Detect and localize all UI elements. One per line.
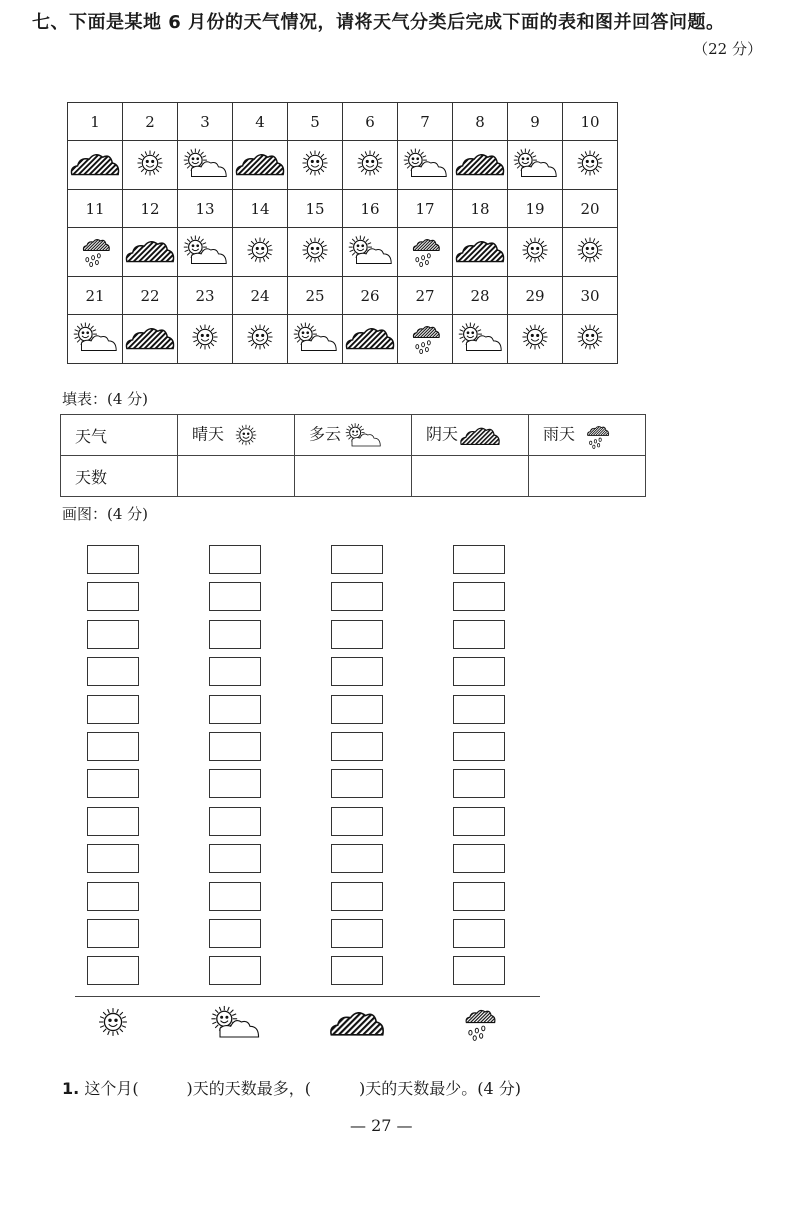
chart-cell-overcast[interactable] bbox=[331, 769, 383, 798]
rainy-icon bbox=[68, 232, 122, 268]
chart-cell-cloudy[interactable] bbox=[209, 807, 261, 836]
day-number: 12 bbox=[123, 190, 178, 228]
overcast-icon bbox=[453, 232, 507, 268]
chart-cell-overcast[interactable] bbox=[331, 956, 383, 985]
sunny-icon bbox=[233, 232, 287, 268]
chart-cell-overcast[interactable] bbox=[331, 732, 383, 761]
sunny-icon bbox=[233, 319, 287, 355]
overcast-icon bbox=[123, 232, 177, 268]
day-weather bbox=[508, 315, 563, 364]
type-label: 多云 bbox=[309, 424, 342, 444]
day-number: 6 bbox=[343, 103, 398, 141]
day-weather bbox=[508, 228, 563, 277]
day-number: 8 bbox=[453, 103, 508, 141]
chart-cell-rainy[interactable] bbox=[453, 620, 505, 649]
chart-cell-rainy[interactable] bbox=[453, 956, 505, 985]
weather-calendar bbox=[67, 102, 618, 364]
weather-icon-row bbox=[68, 228, 618, 277]
page-number: — 27 — bbox=[350, 1116, 413, 1135]
overcast-icon bbox=[453, 145, 507, 181]
day-number: 23 bbox=[178, 277, 233, 315]
chart-cell-cloudy[interactable] bbox=[209, 919, 261, 948]
chart-cell-cloudy[interactable] bbox=[209, 844, 261, 873]
chart-cell-rainy[interactable] bbox=[453, 807, 505, 836]
day-number: 27 bbox=[398, 277, 453, 315]
overcast-icon bbox=[68, 145, 122, 181]
chart-cell-overcast[interactable] bbox=[331, 620, 383, 649]
day-weather bbox=[508, 141, 563, 190]
type-sunny bbox=[178, 415, 295, 456]
day-number-row bbox=[68, 190, 618, 228]
weather-header: 天气 bbox=[61, 415, 178, 456]
draw-label: 画图：(4 分) bbox=[62, 505, 149, 523]
cloudy-icon bbox=[508, 145, 562, 181]
chart-cell-cloudy[interactable] bbox=[209, 732, 261, 761]
axis-label-overcast bbox=[327, 1002, 387, 1046]
day-number-row bbox=[68, 277, 618, 315]
day-weather bbox=[123, 315, 178, 364]
day-number: 26 bbox=[343, 277, 398, 315]
chart-cell-sunny[interactable] bbox=[87, 732, 139, 761]
day-weather bbox=[68, 141, 123, 190]
question-title: 七、下面是某地 6 月份的天气情况，请将天气分类后完成下面的表和图并回答问题。 bbox=[32, 12, 725, 33]
day-number-row bbox=[68, 103, 618, 141]
sunny-icon bbox=[83, 1002, 143, 1042]
day-weather bbox=[288, 141, 343, 190]
chart-cell-rainy[interactable] bbox=[453, 844, 505, 873]
axis-label-sunny bbox=[83, 1002, 143, 1046]
chart-cell-overcast[interactable] bbox=[331, 657, 383, 686]
day-number: 22 bbox=[123, 277, 178, 315]
type-overcast bbox=[412, 415, 529, 456]
sunny-icon bbox=[563, 232, 617, 268]
day-number: 14 bbox=[233, 190, 288, 228]
chart-cell-rainy[interactable] bbox=[453, 582, 505, 611]
day-weather bbox=[178, 228, 233, 277]
day-number: 21 bbox=[68, 277, 123, 315]
day-number: 18 bbox=[453, 190, 508, 228]
day-weather bbox=[453, 141, 508, 190]
cloudy-icon bbox=[343, 232, 397, 268]
overcast-icon bbox=[123, 319, 177, 355]
cloudy-icon bbox=[178, 145, 232, 181]
sunny-icon bbox=[288, 232, 342, 268]
chart-cell-cloudy[interactable] bbox=[209, 695, 261, 724]
day-number: 4 bbox=[233, 103, 288, 141]
day-weather bbox=[233, 315, 288, 364]
days-input-sunny[interactable] bbox=[178, 456, 295, 497]
sunny-icon bbox=[224, 420, 268, 450]
rainy-icon bbox=[398, 232, 452, 268]
chart-cell-rainy[interactable] bbox=[453, 657, 505, 686]
day-weather bbox=[68, 315, 123, 364]
day-weather bbox=[233, 141, 288, 190]
chart-cell-rainy[interactable] bbox=[453, 769, 505, 798]
day-weather bbox=[398, 141, 453, 190]
sunny-icon bbox=[563, 145, 617, 181]
chart-cell-cloudy[interactable] bbox=[209, 545, 261, 574]
day-weather bbox=[288, 315, 343, 364]
day-number: 7 bbox=[398, 103, 453, 141]
chart-cell-cloudy[interactable] bbox=[209, 769, 261, 798]
days-header: 天数 bbox=[61, 456, 178, 497]
chart-cell-overcast[interactable] bbox=[331, 919, 383, 948]
day-weather bbox=[563, 141, 618, 190]
day-number: 28 bbox=[453, 277, 508, 315]
day-number: 19 bbox=[508, 190, 563, 228]
overcast-icon bbox=[327, 1002, 387, 1042]
chart-cell-sunny[interactable] bbox=[87, 844, 139, 873]
weather-icon-row bbox=[68, 315, 618, 364]
overcast-icon bbox=[458, 420, 502, 450]
rainy-icon bbox=[398, 319, 452, 355]
day-number: 30 bbox=[563, 277, 618, 315]
day-number: 1 bbox=[68, 103, 123, 141]
day-number: 24 bbox=[233, 277, 288, 315]
chart-cell-rainy[interactable] bbox=[453, 545, 505, 574]
overcast-icon bbox=[343, 319, 397, 355]
day-number: 20 bbox=[563, 190, 618, 228]
chart-cell-rainy[interactable] bbox=[453, 695, 505, 724]
rainy-icon bbox=[449, 1002, 509, 1042]
day-number: 10 bbox=[563, 103, 618, 141]
chart-cell-rainy[interactable] bbox=[453, 919, 505, 948]
chart-cell-sunny[interactable] bbox=[87, 919, 139, 948]
day-weather bbox=[563, 228, 618, 277]
question-number: 1. bbox=[62, 1079, 80, 1098]
cloudy-icon bbox=[205, 1002, 265, 1042]
weather-icon-row bbox=[68, 141, 618, 190]
chart-cell-sunny[interactable] bbox=[87, 807, 139, 836]
cloudy-icon bbox=[178, 232, 232, 268]
sunny-icon bbox=[123, 145, 177, 181]
chart-cell-cloudy[interactable] bbox=[209, 620, 261, 649]
type-rainy bbox=[529, 415, 646, 456]
cloudy-icon bbox=[288, 319, 342, 355]
axis-label-cloudy bbox=[205, 1002, 265, 1046]
chart-axis bbox=[75, 996, 540, 997]
chart-cell-sunny[interactable] bbox=[87, 620, 139, 649]
type-label: 阴天 bbox=[426, 424, 459, 444]
fill-table bbox=[60, 414, 646, 497]
day-weather bbox=[123, 228, 178, 277]
sunny-icon bbox=[288, 145, 342, 181]
day-number: 11 bbox=[68, 190, 123, 228]
sunny-icon bbox=[563, 319, 617, 355]
chart-cell-sunny[interactable] bbox=[87, 769, 139, 798]
type-label: 晴天 bbox=[192, 424, 225, 444]
question-1 bbox=[62, 1076, 521, 1099]
day-number: 29 bbox=[508, 277, 563, 315]
overcast-icon bbox=[233, 145, 287, 181]
axis-label-rainy bbox=[449, 1002, 509, 1046]
day-weather bbox=[68, 228, 123, 277]
chart-cell-cloudy[interactable] bbox=[209, 882, 261, 911]
question-text: 这个月( )天的天数最多，( )天的天数最少。(4 分) bbox=[84, 1079, 522, 1098]
cloudy-icon bbox=[453, 319, 507, 355]
chart-cell-cloudy[interactable] bbox=[209, 956, 261, 985]
chart-cell-sunny[interactable] bbox=[87, 956, 139, 985]
chart-cell-sunny[interactable] bbox=[87, 695, 139, 724]
day-number: 15 bbox=[288, 190, 343, 228]
day-weather bbox=[343, 228, 398, 277]
day-number: 13 bbox=[178, 190, 233, 228]
chart-cell-sunny[interactable] bbox=[87, 582, 139, 611]
sunny-icon bbox=[508, 232, 562, 268]
points: （22 分） bbox=[693, 40, 762, 58]
chart-cell-overcast[interactable] bbox=[331, 807, 383, 836]
days-input-cloudy[interactable] bbox=[295, 456, 412, 497]
cloudy-icon bbox=[341, 420, 385, 450]
day-weather bbox=[453, 228, 508, 277]
day-number: 3 bbox=[178, 103, 233, 141]
chart-cell-overcast[interactable] bbox=[331, 545, 383, 574]
day-weather bbox=[288, 228, 343, 277]
day-weather bbox=[398, 228, 453, 277]
chart-cell-cloudy[interactable] bbox=[209, 657, 261, 686]
days-input-overcast[interactable] bbox=[412, 456, 529, 497]
day-number: 17 bbox=[398, 190, 453, 228]
day-weather bbox=[343, 315, 398, 364]
cloudy-icon bbox=[68, 319, 122, 355]
day-weather bbox=[343, 141, 398, 190]
type-label: 雨天 bbox=[543, 424, 576, 444]
chart-cell-overcast[interactable] bbox=[331, 882, 383, 911]
chart-cell-overcast[interactable] bbox=[331, 695, 383, 724]
chart-cell-sunny[interactable] bbox=[87, 657, 139, 686]
day-weather bbox=[123, 141, 178, 190]
chart-cell-rainy[interactable] bbox=[453, 732, 505, 761]
day-weather bbox=[178, 141, 233, 190]
day-weather bbox=[398, 315, 453, 364]
day-number: 25 bbox=[288, 277, 343, 315]
type-cloudy bbox=[295, 415, 412, 456]
chart-cell-cloudy[interactable] bbox=[209, 582, 261, 611]
day-number: 16 bbox=[343, 190, 398, 228]
day-number: 2 bbox=[123, 103, 178, 141]
chart-cell-rainy[interactable] bbox=[453, 882, 505, 911]
sunny-icon bbox=[178, 319, 232, 355]
chart-cell-overcast[interactable] bbox=[331, 582, 383, 611]
rainy-icon bbox=[575, 420, 619, 450]
sunny-icon bbox=[508, 319, 562, 355]
day-weather bbox=[563, 315, 618, 364]
day-number: 9 bbox=[508, 103, 563, 141]
days-input-rainy[interactable] bbox=[529, 456, 646, 497]
cloudy-icon bbox=[398, 145, 452, 181]
day-weather bbox=[178, 315, 233, 364]
day-weather bbox=[233, 228, 288, 277]
chart-cell-sunny[interactable] bbox=[87, 882, 139, 911]
chart-cell-sunny[interactable] bbox=[87, 545, 139, 574]
chart-cell-overcast[interactable] bbox=[331, 844, 383, 873]
day-weather bbox=[453, 315, 508, 364]
sunny-icon bbox=[343, 145, 397, 181]
day-number: 5 bbox=[288, 103, 343, 141]
fill-label: 填表：(4 分) bbox=[62, 390, 149, 408]
